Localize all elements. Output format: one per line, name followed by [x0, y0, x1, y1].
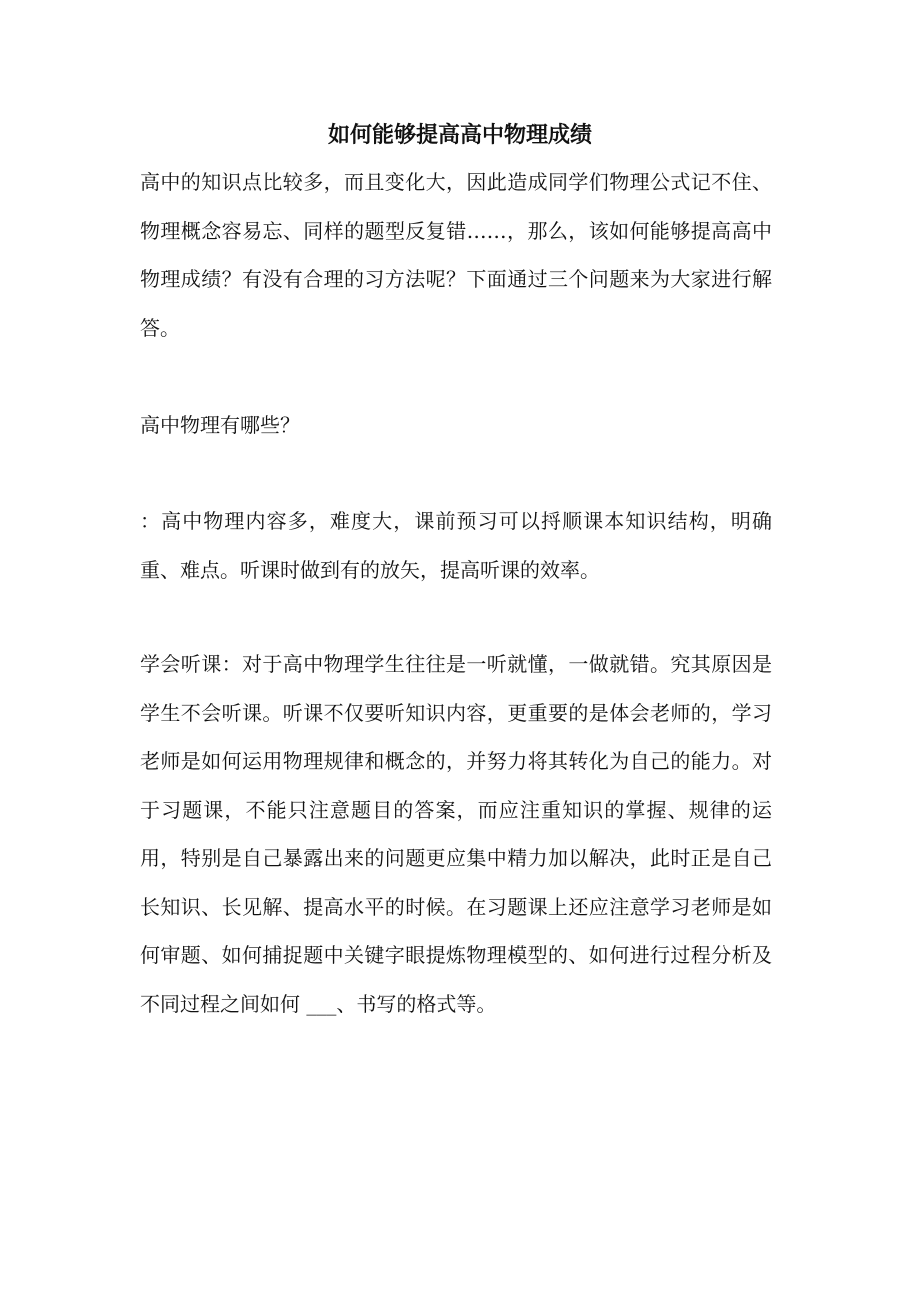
paragraph-preview: ：高中物理内容多，难度大，课前预习可以捋顺课本知识结构，明确重、难点。听课时做到有的放矢，提高听课的效率。 — [140, 509, 772, 582]
document-title: 如何能够提高高中物理成绩 — [327, 122, 592, 148]
paragraph-question-heading: 高中物理有哪些？ — [140, 413, 300, 437]
paragraph-listening: 学会听课：对于高中物理学生往往是一听就懂，一做就错。究其原因是学生不会听课。听课不仅要听知识内容，更重要的是体会老师的，学习老师是如何运用物理规律和概念的，并努力将其转化为自己的能力。对于习题课，不能只注意题目的答案，而应注重知识的掌握、规律的运用，特别是自己暴露出来的问题更应集中精力加以解决，此时正是自己长知识、长见解、提高水平的时候。在习题课上还应注意学习老师是如何审题、如何捕捉题中关键字眼提炼物理模型的、如何进行过程分析及不同过程之间如何 ___、书写的格式等。 — [140, 652, 772, 1016]
paragraph-intro: 高中的知识点比较多，而且变化大，因此造成同学们物理公式记不住、物理概念容易忘、同样的题型反复错……，那么，该如何能够提高高中物理成绩？有没有合理的习方法呢？下面通过三个问题来为大家进行解答。 — [140, 170, 772, 340]
